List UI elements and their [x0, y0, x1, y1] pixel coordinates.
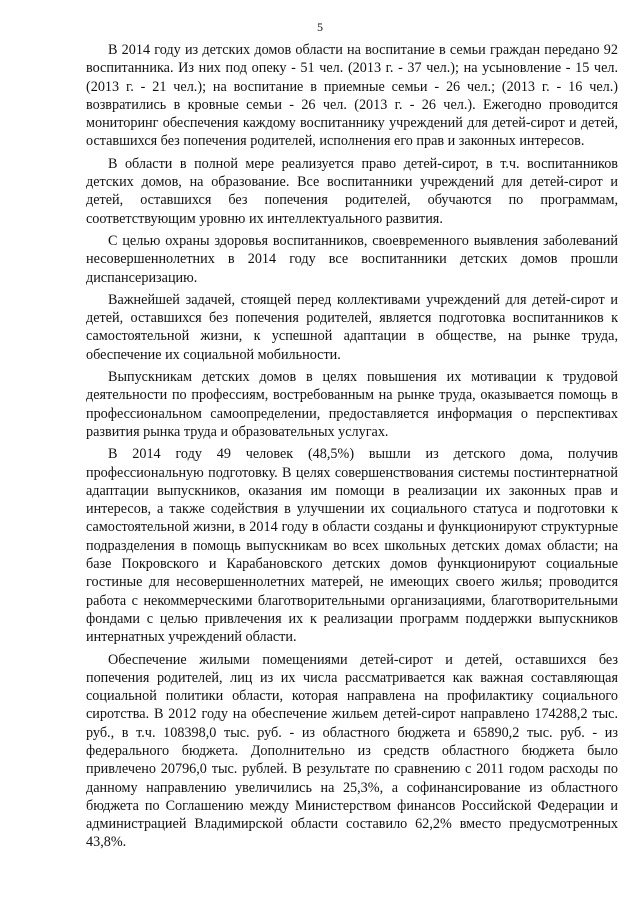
page-number: 5	[317, 20, 323, 34]
paragraph-health-protection: С целью охраны здоровья воспитанников, своевременного выявления заболеваний несовершеннолетних в 2014 году все воспитанники детских домов прошли диспансеризацию.	[86, 232, 618, 286]
paragraph-housing-provision: Обеспечение жилыми помещениями детей-сирот и детей, оставшихся без попечения родителей, лиц из их числа рассматривается как важная составляющая социальной политики области, которая направлена на профилактику социального сиротства. В 2012 году на обеспечение жильем детей-сирот направлено 174288,2 тыс. руб., в т.ч. 108398,0 тыс. руб. - из областного бюджета и 65890,2 тыс. руб. - из федерального бюджета. Дополнительно из средств областного бюджета было привлечено 20796,0 тыс. рублей. В результате по сравнению с 2011 годом расходы по данному направлению увеличились на 25,3%, а софинансирование из областного бюджета по Соглашению между Министерством финансов Российской Федерации и администрацией Владимирской области составило 62,2% вместо предусмотренных 43,8%.	[86, 651, 618, 851]
paragraph-independent-life-prep: Важнейшей задачей, стоящей перед коллективами учреждений для детей-сирот и детей, оставшихся без попечения родителей, является подготовка воспитанников к самостоятельной жизни, к успешной адаптации в обществе, на рынке труда, обеспечение их социальной мобильности.	[86, 291, 618, 363]
paragraph-adoption-stats: В 2014 году из детских домов области на воспитание в семьи граждан передано 92 воспитанника. Из них под опеку - 51 чел. (2013 г. - 37 чел.); на усыновление - 15 чел. (2013 г. - 21 чел.); на воспитание в приемные семьи - 26 чел.; (2013 г. - 16 чел.) возвратились в кровные семьи - 26 чел. (2013 г. - 26 чел.). Ежегодно проводится мониторинг обеспечения каждому воспитаннику учреждений для детей-сирот и детей, оставшихся без попечения родителей, исполнения его прав и законных интересов.	[86, 42, 618, 150]
paragraph-career-guidance: Выпускникам детских домов в целях повышения их мотивации к трудовой деятельности по профессиям, востребованным на рынке труда, оказывается помощь в профессиональном самоопределении, предоставляется информация о перспективах развития рынка труда и образовательных услугах.	[86, 369, 618, 440]
paragraph-post-institutional-adaptation: В 2014 году 49 человек (48,5%) вышли из детского дома, получив профессиональную подготовку. В целях совершенствования системы постинтернатной адаптации выпускников, оказания им помощи в реализации их законных прав и интересов, а также содействия в улучшении их социального статуса и подготовки к самостоятельной жизни, в 2014 году в области созданы и функционируют структурные подразделения в помощь выпускникам во всех школьных детских домах области; на базе Покровского и Карабановского детских домов функционируют социальные гостиные для несовершеннолетних матерей, не имеющих своего жилья; проводится работа с некоммерческими благотворительными организациями, благотворительными фондами с целью привлечения их к реализации программ поддержки выпускников интернатных учреждений области.	[86, 446, 618, 646]
document-body	[86, 41, 618, 856]
paragraph-education-rights: В области в полной мере реализуется право детей-сирот, в т.ч. воспитанников детских домов, на образование. Все воспитанники учреждений для детей-сирот и детей, оставшихся без попечения родителей, обучаются по программам, соответствующим уровню их интеллектуального развития.	[86, 155, 618, 227]
